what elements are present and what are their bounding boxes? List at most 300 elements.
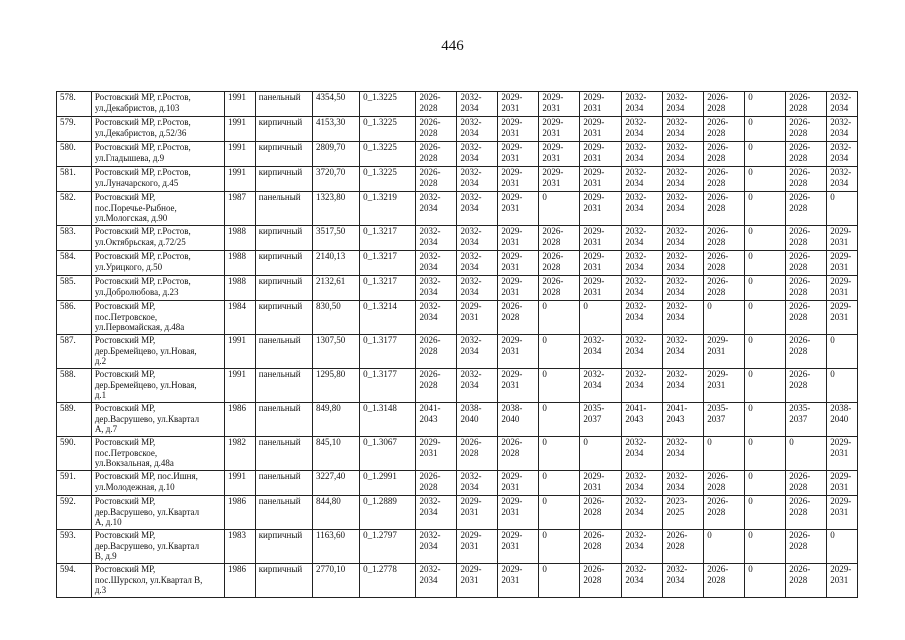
period-col-5-cell: 2026- 2028 — [580, 496, 622, 530]
priority-index-cell: 0_1.3219 — [360, 192, 416, 226]
period-col-10-cell: 2026- 2028 — [786, 117, 827, 142]
period-col-11-cell: 2032- 2034 — [827, 117, 858, 142]
period-col-1-cell: 2032- 2034 — [416, 251, 457, 276]
period-col-7-cell: 2041- 2043 — [663, 403, 704, 437]
period-col-3-cell: 2029- 2031 — [498, 226, 539, 251]
period-col-11-cell: 2032- 2034 — [827, 142, 858, 167]
period-col-3-cell: 2026- 2028 — [498, 301, 539, 335]
wall-material-cell: панельный — [255, 437, 312, 471]
period-col-9-cell: 0 — [745, 471, 786, 496]
period-col-9-cell: 0 — [745, 251, 786, 276]
period-col-5-cell: 2029- 2031 — [580, 276, 622, 301]
address-cell: Ростовский МР, пос.Ишня, ул.Молодежная, д.10 — [91, 471, 224, 496]
address-cell: Ростовский МР, дер.Бремейцево, ул.Новая, д.1 — [91, 369, 224, 403]
period-col-4-cell: 0 — [539, 437, 580, 471]
period-col-11-cell: 0 — [827, 369, 858, 403]
row-number-cell: 589. — [57, 403, 92, 437]
address-cell: Ростовский МР, пос.Поречье-Рыбное, ул.Мологская, д.90 — [91, 192, 224, 226]
period-col-2-cell: 2032- 2034 — [457, 251, 498, 276]
priority-index-cell: 0_1.3177 — [360, 335, 416, 369]
total-area-cell: 4153,30 — [313, 117, 360, 142]
period-col-8-cell: 2026- 2028 — [704, 251, 745, 276]
period-col-9-cell: 0 — [745, 226, 786, 251]
period-col-8-cell: 2026- 2028 — [704, 564, 745, 598]
period-col-10-cell: 2026- 2028 — [786, 369, 827, 403]
table-row — [57, 117, 858, 142]
period-col-5-cell: 0 — [580, 437, 622, 471]
period-col-4-cell: 0 — [539, 564, 580, 598]
period-col-3-cell: 2029- 2031 — [498, 251, 539, 276]
wall-material-cell: кирпичный — [255, 564, 312, 598]
period-col-8-cell: 2026- 2028 — [704, 167, 745, 192]
period-col-3-cell: 2029- 2031 — [498, 496, 539, 530]
wall-material-cell: кирпичный — [255, 251, 312, 276]
period-col-7-cell: 2032- 2034 — [663, 335, 704, 369]
period-col-4-cell: 0 — [539, 335, 580, 369]
period-col-5-cell: 2029- 2031 — [580, 167, 622, 192]
period-col-6-cell: 2032- 2034 — [622, 117, 663, 142]
table-row — [57, 496, 858, 530]
year-built-cell: 1986 — [224, 496, 255, 530]
year-built-cell: 1986 — [224, 564, 255, 598]
period-col-11-cell: 0 — [827, 335, 858, 369]
address-cell: Ростовский МР, дер.Васрушево, ул.Квартал А, д.10 — [91, 496, 224, 530]
row-number-cell: 583. — [57, 226, 92, 251]
period-col-8-cell: 2035- 2037 — [704, 403, 745, 437]
period-col-8-cell: 2029- 2031 — [704, 369, 745, 403]
row-number-cell: 587. — [57, 335, 92, 369]
period-col-3-cell: 2029- 2031 — [498, 192, 539, 226]
period-col-9-cell: 0 — [745, 167, 786, 192]
period-col-9-cell: 0 — [745, 403, 786, 437]
period-col-5-cell: 2026- 2028 — [580, 564, 622, 598]
priority-index-cell: 0_1.3225 — [360, 117, 416, 142]
total-area-cell: 2809,70 — [313, 142, 360, 167]
period-col-7-cell: 2032- 2034 — [663, 92, 704, 117]
period-col-10-cell: 2026- 2028 — [786, 92, 827, 117]
period-col-9-cell: 0 — [745, 301, 786, 335]
period-col-2-cell: 2026- 2028 — [457, 437, 498, 471]
year-built-cell: 1988 — [224, 276, 255, 301]
wall-material-cell: кирпичный — [255, 142, 312, 167]
period-col-4-cell: 2029- 2031 — [539, 142, 580, 167]
table-row — [57, 564, 858, 598]
period-col-3-cell: 2029- 2031 — [498, 530, 539, 564]
period-col-1-cell: 2029- 2031 — [416, 437, 457, 471]
period-col-2-cell: 2032- 2034 — [457, 192, 498, 226]
period-col-5-cell: 2029- 2031 — [580, 192, 622, 226]
table-row — [57, 167, 858, 192]
period-col-9-cell: 0 — [745, 369, 786, 403]
period-col-4-cell: 2029- 2031 — [539, 117, 580, 142]
period-col-8-cell: 2026- 2028 — [704, 92, 745, 117]
period-col-4-cell: 0 — [539, 471, 580, 496]
period-col-4-cell: 0 — [539, 403, 580, 437]
priority-index-cell: 0_1.2778 — [360, 564, 416, 598]
wall-material-cell: кирпичный — [255, 117, 312, 142]
housing-register-table — [56, 91, 858, 598]
period-col-9-cell: 0 — [745, 142, 786, 167]
period-col-10-cell: 2026- 2028 — [786, 167, 827, 192]
period-col-9-cell: 0 — [745, 335, 786, 369]
period-col-8-cell: 2026- 2028 — [704, 276, 745, 301]
priority-index-cell: 0_1.3217 — [360, 251, 416, 276]
wall-material-cell: панельный — [255, 403, 312, 437]
row-number-cell: 578. — [57, 92, 92, 117]
period-col-7-cell: 2032- 2034 — [663, 564, 704, 598]
year-built-cell: 1982 — [224, 437, 255, 471]
period-col-11-cell: 2032- 2034 — [827, 92, 858, 117]
period-col-1-cell: 2026- 2028 — [416, 167, 457, 192]
wall-material-cell: панельный — [255, 335, 312, 369]
priority-index-cell: 0_1.2797 — [360, 530, 416, 564]
total-area-cell: 1163,60 — [313, 530, 360, 564]
period-col-11-cell: 2038- 2040 — [827, 403, 858, 437]
period-col-6-cell: 2032- 2034 — [622, 471, 663, 496]
period-col-10-cell: 2026- 2028 — [786, 226, 827, 251]
period-col-10-cell: 2026- 2028 — [786, 496, 827, 530]
table-row — [57, 437, 858, 471]
period-col-3-cell: 2029- 2031 — [498, 369, 539, 403]
period-col-2-cell: 2032- 2034 — [457, 92, 498, 117]
period-col-7-cell: 2023- 2025 — [663, 496, 704, 530]
year-built-cell: 1991 — [224, 471, 255, 496]
period-col-1-cell: 2026- 2028 — [416, 471, 457, 496]
period-col-3-cell: 2029- 2031 — [498, 167, 539, 192]
period-col-2-cell: 2029- 2031 — [457, 530, 498, 564]
period-col-6-cell: 2032- 2034 — [622, 276, 663, 301]
period-col-7-cell: 2032- 2034 — [663, 192, 704, 226]
period-col-5-cell: 2032- 2034 — [580, 335, 622, 369]
period-col-3-cell: 2029- 2031 — [498, 117, 539, 142]
row-number-cell: 588. — [57, 369, 92, 403]
period-col-1-cell: 2026- 2028 — [416, 117, 457, 142]
period-col-11-cell: 2029- 2031 — [827, 471, 858, 496]
period-col-2-cell: 2038- 2040 — [457, 403, 498, 437]
row-number-cell: 592. — [57, 496, 92, 530]
period-col-8-cell: 0 — [704, 530, 745, 564]
priority-index-cell: 0_1.3177 — [360, 369, 416, 403]
period-col-7-cell: 2032- 2034 — [663, 142, 704, 167]
table-row — [57, 226, 858, 251]
total-area-cell: 849,80 — [313, 403, 360, 437]
row-number-cell: 591. — [57, 471, 92, 496]
period-col-11-cell: 0 — [827, 192, 858, 226]
wall-material-cell: кирпичный — [255, 301, 312, 335]
year-built-cell: 1983 — [224, 530, 255, 564]
year-built-cell: 1988 — [224, 251, 255, 276]
period-col-1-cell: 2032- 2034 — [416, 530, 457, 564]
period-col-10-cell: 2026- 2028 — [786, 530, 827, 564]
period-col-7-cell: 2026- 2028 — [663, 530, 704, 564]
period-col-6-cell: 2032- 2034 — [622, 142, 663, 167]
period-col-8-cell: 2026- 2028 — [704, 226, 745, 251]
period-col-8-cell: 2029- 2031 — [704, 335, 745, 369]
period-col-3-cell: 2038- 2040 — [498, 403, 539, 437]
period-col-8-cell: 0 — [704, 437, 745, 471]
table-row — [57, 403, 858, 437]
period-col-5-cell: 2032- 2034 — [580, 369, 622, 403]
period-col-4-cell: 0 — [539, 369, 580, 403]
period-col-7-cell: 2032- 2034 — [663, 301, 704, 335]
period-col-1-cell: 2041- 2043 — [416, 403, 457, 437]
period-col-2-cell: 2032- 2034 — [457, 369, 498, 403]
period-col-9-cell: 0 — [745, 192, 786, 226]
period-col-5-cell: 2035- 2037 — [580, 403, 622, 437]
period-col-3-cell: 2029- 2031 — [498, 564, 539, 598]
period-col-9-cell: 0 — [745, 92, 786, 117]
row-number-cell: 580. — [57, 142, 92, 167]
year-built-cell: 1991 — [224, 369, 255, 403]
period-col-6-cell: 2032- 2034 — [622, 167, 663, 192]
total-area-cell: 2132,61 — [313, 276, 360, 301]
row-number-cell: 586. — [57, 301, 92, 335]
address-cell: Ростовский МР, дер.Бремейцево, ул.Новая, д.2 — [91, 335, 224, 369]
period-col-10-cell: 2026- 2028 — [786, 335, 827, 369]
total-area-cell: 2770,10 — [313, 564, 360, 598]
period-col-4-cell: 0 — [539, 496, 580, 530]
table-row — [57, 335, 858, 369]
period-col-6-cell: 2032- 2034 — [622, 530, 663, 564]
period-col-2-cell: 2032- 2034 — [457, 276, 498, 301]
table-row — [57, 471, 858, 496]
period-col-3-cell: 2026- 2028 — [498, 437, 539, 471]
year-built-cell: 1984 — [224, 301, 255, 335]
period-col-4-cell: 2026- 2028 — [539, 251, 580, 276]
period-col-7-cell: 2032- 2034 — [663, 471, 704, 496]
period-col-11-cell: 2029- 2031 — [827, 226, 858, 251]
year-built-cell: 1986 — [224, 403, 255, 437]
period-col-8-cell: 2026- 2028 — [704, 471, 745, 496]
period-col-4-cell: 2026- 2028 — [539, 226, 580, 251]
period-col-5-cell: 2029- 2031 — [580, 471, 622, 496]
address-cell: Ростовский МР, пос.Петровское, ул.Вокзальная, д.48а — [91, 437, 224, 471]
table-row — [57, 251, 858, 276]
wall-material-cell: кирпичный — [255, 226, 312, 251]
row-number-cell: 582. — [57, 192, 92, 226]
priority-index-cell: 0_1.2991 — [360, 471, 416, 496]
total-area-cell: 845,10 — [313, 437, 360, 471]
total-area-cell: 1307,50 — [313, 335, 360, 369]
wall-material-cell: панельный — [255, 192, 312, 226]
wall-material-cell: панельный — [255, 471, 312, 496]
address-cell: Ростовский МР, пос.Шурскол, ул.Квартал В, д.3 — [91, 564, 224, 598]
period-col-6-cell: 2041- 2043 — [622, 403, 663, 437]
period-col-4-cell: 2026- 2028 — [539, 276, 580, 301]
table-row — [57, 276, 858, 301]
address-cell: Ростовский МР, г.Ростов, ул.Декабристов, д.52/36 — [91, 117, 224, 142]
period-col-7-cell: 2032- 2034 — [663, 251, 704, 276]
address-cell: Ростовский МР, г.Ростов, ул.Луначарского, д.45 — [91, 167, 224, 192]
period-col-9-cell: 0 — [745, 437, 786, 471]
total-area-cell: 844,80 — [313, 496, 360, 530]
period-col-2-cell: 2032- 2034 — [457, 117, 498, 142]
period-col-10-cell: 0 — [786, 437, 827, 471]
year-built-cell: 1991 — [224, 117, 255, 142]
period-col-7-cell: 2032- 2034 — [663, 117, 704, 142]
period-col-10-cell: 2035- 2037 — [786, 403, 827, 437]
period-col-4-cell: 2029- 2031 — [539, 167, 580, 192]
period-col-9-cell: 0 — [745, 564, 786, 598]
total-area-cell: 3517,50 — [313, 226, 360, 251]
period-col-4-cell: 0 — [539, 301, 580, 335]
period-col-6-cell: 2032- 2034 — [622, 564, 663, 598]
period-col-1-cell: 2032- 2034 — [416, 301, 457, 335]
period-col-7-cell: 2032- 2034 — [663, 167, 704, 192]
period-col-5-cell: 0 — [580, 301, 622, 335]
period-col-4-cell: 0 — [539, 530, 580, 564]
period-col-5-cell: 2029- 2031 — [580, 117, 622, 142]
period-col-5-cell: 2029- 2031 — [580, 142, 622, 167]
period-col-10-cell: 2026- 2028 — [786, 192, 827, 226]
address-cell: Ростовский МР, пос.Петровское, ул.Первомайская, д.48а — [91, 301, 224, 335]
address-cell: Ростовский МР, г.Ростов, ул.Добролюбова, д.23 — [91, 276, 224, 301]
period-col-2-cell: 2029- 2031 — [457, 564, 498, 598]
period-col-2-cell: 2032- 2034 — [457, 226, 498, 251]
wall-material-cell: панельный — [255, 496, 312, 530]
period-col-7-cell: 2032- 2034 — [663, 369, 704, 403]
period-col-10-cell: 2026- 2028 — [786, 276, 827, 301]
year-built-cell: 1991 — [224, 92, 255, 117]
period-col-1-cell: 2026- 2028 — [416, 142, 457, 167]
priority-index-cell: 0_1.3225 — [360, 167, 416, 192]
period-col-11-cell: 2029- 2031 — [827, 437, 858, 471]
period-col-8-cell: 2026- 2028 — [704, 496, 745, 530]
period-col-4-cell: 2029- 2031 — [539, 92, 580, 117]
period-col-5-cell: 2029- 2031 — [580, 92, 622, 117]
row-number-cell: 585. — [57, 276, 92, 301]
address-cell: Ростовский МР, г.Ростов, ул.Октябрьская, д.72/25 — [91, 226, 224, 251]
period-col-3-cell: 2029- 2031 — [498, 276, 539, 301]
priority-index-cell: 0_1.3225 — [360, 142, 416, 167]
period-col-1-cell: 2026- 2028 — [416, 92, 457, 117]
period-col-3-cell: 2029- 2031 — [498, 471, 539, 496]
table-row — [57, 369, 858, 403]
period-col-11-cell: 2029- 2031 — [827, 276, 858, 301]
period-col-6-cell: 2032- 2034 — [622, 335, 663, 369]
period-col-1-cell: 2032- 2034 — [416, 276, 457, 301]
year-built-cell: 1987 — [224, 192, 255, 226]
period-col-8-cell: 2026- 2028 — [704, 117, 745, 142]
period-col-6-cell: 2032- 2034 — [622, 251, 663, 276]
row-number-cell: 579. — [57, 117, 92, 142]
period-col-10-cell: 2026- 2028 — [786, 471, 827, 496]
period-col-6-cell: 2032- 2034 — [622, 369, 663, 403]
period-col-10-cell: 2026- 2028 — [786, 251, 827, 276]
period-col-5-cell: 2029- 2031 — [580, 251, 622, 276]
total-area-cell: 830,50 — [313, 301, 360, 335]
table-row — [57, 530, 858, 564]
period-col-2-cell: 2032- 2034 — [457, 142, 498, 167]
priority-index-cell: 0_1.3067 — [360, 437, 416, 471]
period-col-9-cell: 0 — [745, 530, 786, 564]
period-col-7-cell: 2032- 2034 — [663, 276, 704, 301]
wall-material-cell: кирпичный — [255, 530, 312, 564]
row-number-cell: 594. — [57, 564, 92, 598]
period-col-2-cell: 2029- 2031 — [457, 496, 498, 530]
address-cell: Ростовский МР, г.Ростов, ул.Гладышева, д.9 — [91, 142, 224, 167]
period-col-8-cell: 2026- 2028 — [704, 192, 745, 226]
period-col-10-cell: 2026- 2028 — [786, 564, 827, 598]
year-built-cell: 1991 — [224, 142, 255, 167]
period-col-10-cell: 2026- 2028 — [786, 142, 827, 167]
priority-index-cell: 0_1.2889 — [360, 496, 416, 530]
row-number-cell: 593. — [57, 530, 92, 564]
address-cell: Ростовский МР, дер.Васрушево, ул.Квартал В, д.9 — [91, 530, 224, 564]
period-col-9-cell: 0 — [745, 117, 786, 142]
total-area-cell: 2140,13 — [313, 251, 360, 276]
period-col-7-cell: 2032- 2034 — [663, 226, 704, 251]
page-number: 446 — [441, 38, 464, 54]
total-area-cell: 1323,80 — [313, 192, 360, 226]
year-built-cell: 1988 — [224, 226, 255, 251]
period-col-5-cell: 2026- 2028 — [580, 530, 622, 564]
period-col-6-cell: 2032- 2034 — [622, 437, 663, 471]
period-col-8-cell: 2026- 2028 — [704, 142, 745, 167]
row-number-cell: 584. — [57, 251, 92, 276]
period-col-1-cell: 2032- 2034 — [416, 192, 457, 226]
table-row — [57, 301, 858, 335]
address-cell: Ростовский МР, г.Ростов, ул.Урицкого, д.50 — [91, 251, 224, 276]
period-col-11-cell: 2029- 2031 — [827, 251, 858, 276]
period-col-2-cell: 2029- 2031 — [457, 301, 498, 335]
period-col-11-cell: 2029- 2031 — [827, 564, 858, 598]
total-area-cell: 3227,40 — [313, 471, 360, 496]
period-col-2-cell: 2032- 2034 — [457, 335, 498, 369]
period-col-7-cell: 2032- 2034 — [663, 437, 704, 471]
period-col-6-cell: 2032- 2034 — [622, 301, 663, 335]
period-col-1-cell: 2032- 2034 — [416, 564, 457, 598]
period-col-9-cell: 0 — [745, 496, 786, 530]
period-col-10-cell: 2026- 2028 — [786, 301, 827, 335]
period-col-1-cell: 2032- 2034 — [416, 226, 457, 251]
period-col-3-cell: 2029- 2031 — [498, 92, 539, 117]
wall-material-cell: кирпичный — [255, 167, 312, 192]
period-col-5-cell: 2029- 2031 — [580, 226, 622, 251]
period-col-3-cell: 2029- 2031 — [498, 335, 539, 369]
total-area-cell: 1295,80 — [313, 369, 360, 403]
address-cell: Ростовский МР, дер.Васрушево, ул.Квартал А, д.7 — [91, 403, 224, 437]
period-col-2-cell: 2032- 2034 — [457, 167, 498, 192]
period-col-1-cell: 2032- 2034 — [416, 496, 457, 530]
table-row — [57, 192, 858, 226]
year-built-cell: 1991 — [224, 167, 255, 192]
period-col-6-cell: 2032- 2034 — [622, 192, 663, 226]
period-col-11-cell: 2029- 2031 — [827, 496, 858, 530]
period-col-11-cell: 0 — [827, 530, 858, 564]
table-row — [57, 92, 858, 117]
row-number-cell: 590. — [57, 437, 92, 471]
period-col-4-cell: 0 — [539, 192, 580, 226]
wall-material-cell: панельный — [255, 92, 312, 117]
total-area-cell: 3720,70 — [313, 167, 360, 192]
period-col-11-cell: 2029- 2031 — [827, 301, 858, 335]
period-col-2-cell: 2032- 2034 — [457, 471, 498, 496]
address-cell: Ростовский МР, г.Ростов, ул.Декабристов, д.103 — [91, 92, 224, 117]
period-col-6-cell: 2032- 2034 — [622, 226, 663, 251]
priority-index-cell: 0_1.3148 — [360, 403, 416, 437]
wall-material-cell: панельный — [255, 369, 312, 403]
period-col-8-cell: 0 — [704, 301, 745, 335]
period-col-3-cell: 2029- 2031 — [498, 142, 539, 167]
period-col-6-cell: 2032- 2034 — [622, 92, 663, 117]
priority-index-cell: 0_1.3225 — [360, 92, 416, 117]
total-area-cell: 4354,50 — [313, 92, 360, 117]
period-col-1-cell: 2026- 2028 — [416, 335, 457, 369]
wall-material-cell: кирпичный — [255, 276, 312, 301]
table-row — [57, 142, 858, 167]
period-col-9-cell: 0 — [745, 276, 786, 301]
